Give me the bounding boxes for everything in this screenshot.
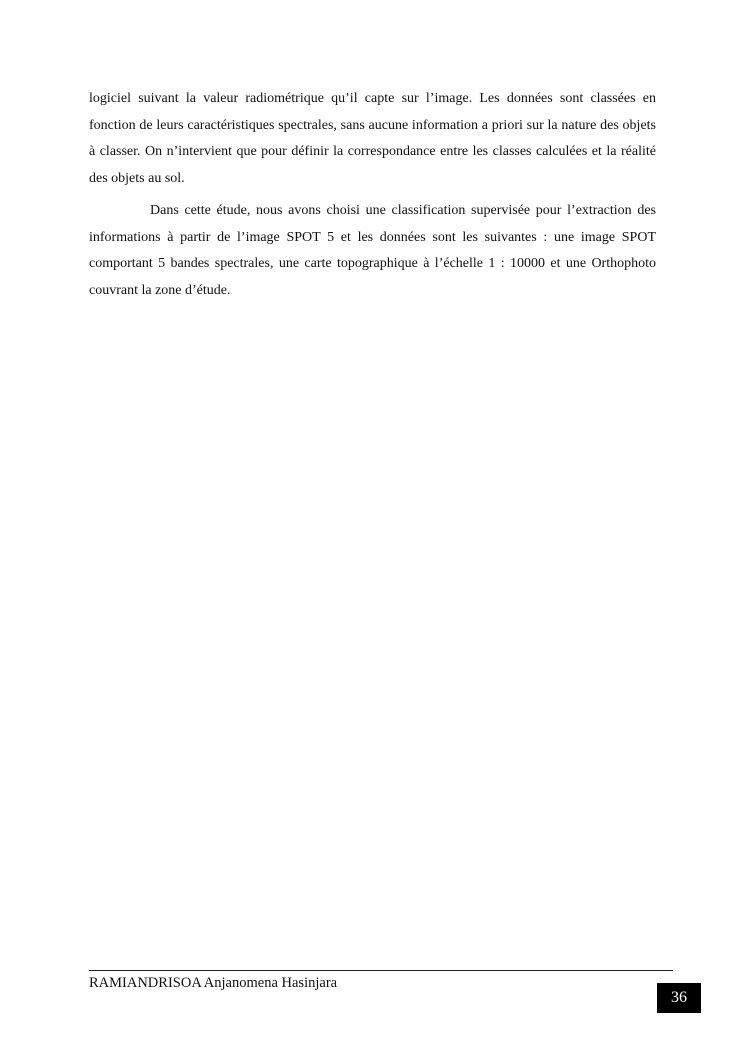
page-number-badge: 36 <box>657 983 701 1013</box>
footer-author: RAMIANDRISOA Anjanomena Hasinjara <box>89 975 338 991</box>
body-paragraph-2: Dans cette étude, nous avons choisi une classification supervisée pour l’extraction des informations à partir de l’image SPOT 5 et les données sont les suivantes : une image SPOT comportant 5 bandes spectrales, une carte topographique à l’échelle 1 : 10000 et une Orthophoto couvrant la zone d’étude. <box>89 203 656 298</box>
page-body <box>89 86 656 304</box>
body-paragraph-1: logiciel suivant la valeur radiométrique qu’il capte sur l’image. Les données sont classées en fonction de leurs caractéristiques spectrales, sans aucune information a priori sur la nature des objets à classer. On n’intervient que pour définir la correspondance entre les classes calculées et la réalité des objets au sol. <box>89 91 656 186</box>
footer-divider <box>89 970 673 971</box>
